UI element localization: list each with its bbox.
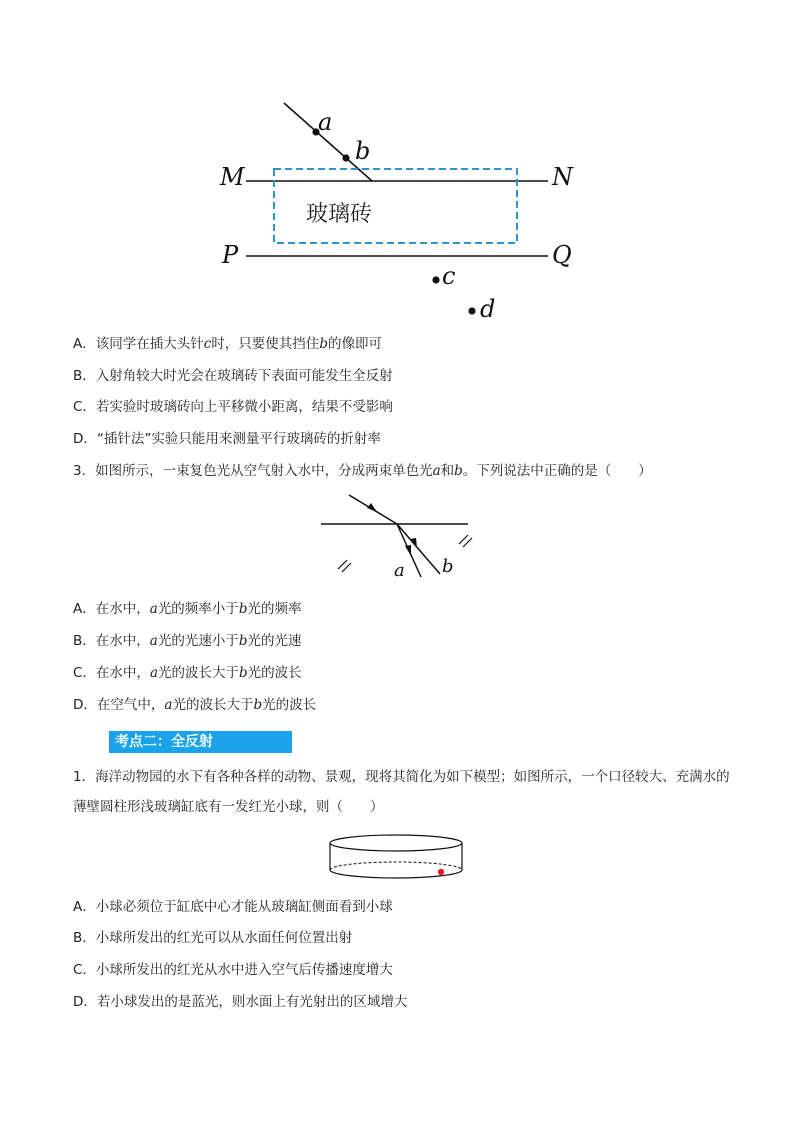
tank-top-rim [330,835,462,851]
q3-stem-var-a: a [432,463,441,479]
pin-d [468,307,475,314]
label-b: b [355,137,371,165]
label-c: c [442,262,456,290]
refraction-figure [316,488,476,588]
q3-option-a-pre: A．在水中， [73,601,150,617]
q3-option-a-var-a: a [149,601,158,617]
q3-option-d-pre: D．在空气中， [73,697,165,713]
q3-stem-and: 和 [440,463,455,479]
glass-block-figure [200,95,600,325]
q3-stem-var-b: b [454,463,463,479]
q3-option-a-var-b: b [238,601,248,617]
ray-label-a: a [394,560,405,581]
q3-option-a-post: 光的频率 [247,601,302,617]
q3-option-a-mid: 光的频率小于 [157,601,239,617]
q3-option-d-post: 光的波长 [262,697,317,713]
q1-option-c: C．小球所发出的红光从水中进入空气后传播速度增大 [73,962,393,978]
q2-option-a-mid: 时，只要使其挡住 [211,336,320,352]
ray-b-arrow [410,538,417,548]
q3-option-b [73,632,301,650]
q3-option-d [73,696,316,714]
pin-b [342,154,349,161]
q3-stem-pre: 3．如图所示，一束复色光从空气射入水中，分成两束单色光 [73,463,433,479]
red-ball [438,869,444,875]
q3-option-a [73,600,301,618]
q3-option-b-mid: 光的光速小于 [157,633,239,649]
q1-option-d: D．若小球发出的是蓝光，则水面上有光射出的区域增大 [73,994,408,1010]
glass-block-label: 玻璃砖 [306,202,373,227]
q2-option-c: C．若实验时玻璃砖向上平移微小距离，结果不受影响 [73,399,393,415]
q2-option-a [73,335,382,353]
q3-option-b-var-a: a [149,633,158,649]
q3-option-d-var-a: a [164,697,173,713]
label-p: P [222,241,239,269]
label-q: Q [552,241,572,269]
q3-option-c-var-a: a [149,665,158,681]
q2-option-a-pre: A．该同学在插大头针 [73,336,204,352]
label-m: M [220,163,245,191]
q3-stem [73,462,652,480]
q3-option-d-mid: 光的波长大于 [172,697,254,713]
q3-option-c-post: 光的波长 [247,665,302,681]
label-n: N [552,163,573,191]
q2-option-a-var-b: b [319,336,328,352]
glass-tank-figure [326,832,468,884]
q3-option-c [73,664,302,682]
q2-option-a-post: 的像即可 [327,336,382,352]
q3-option-b-pre: B．在水中， [73,633,150,649]
q3-stem-post: 。下列说法中正确的是（ ） [462,463,652,479]
label-d: d [480,295,496,323]
q1-stem: 1．海洋动物园的水下有各种各样的动物、景观，现将其简化为如下模型；如图所示，一个口径较大、充满水的薄壁圆柱形浅玻璃缸底有一发红光小球，则（ ） [73,769,730,815]
ray-a-arrow [405,545,411,556]
incident-arrow [367,503,377,512]
q3-option-b-post: 光的光速 [247,633,302,649]
ray-label-b: b [442,556,454,577]
q3-option-c-pre: C．在水中， [73,665,150,681]
section-header-total-reflection: 考点二：全反射 [109,731,292,753]
q3-option-c-mid: 光的波长大于 [158,665,239,681]
q1-option-b: B．小球所发出的红光可以从水面任何位置出射 [73,930,353,946]
q3-option-c-var-b: b [239,665,248,681]
q1-option-a: A．小球必须位于缸底中心才能从玻璃缸侧面看到小球 [73,899,393,915]
q3-option-d-var-b: b [253,697,263,713]
q2-option-b: B．入射角较大时光会在玻璃砖下表面可能发生全反射 [73,368,393,384]
label-a: a [318,108,333,136]
q2-option-d: D．“插针法”实验只能用来测量平行玻璃砖的折射率 [73,431,381,447]
q2-option-a-var-c: c [203,336,212,352]
tank-bottom-back [330,862,462,870]
q3-option-b-var-b: b [238,633,248,649]
pin-c [432,276,439,283]
